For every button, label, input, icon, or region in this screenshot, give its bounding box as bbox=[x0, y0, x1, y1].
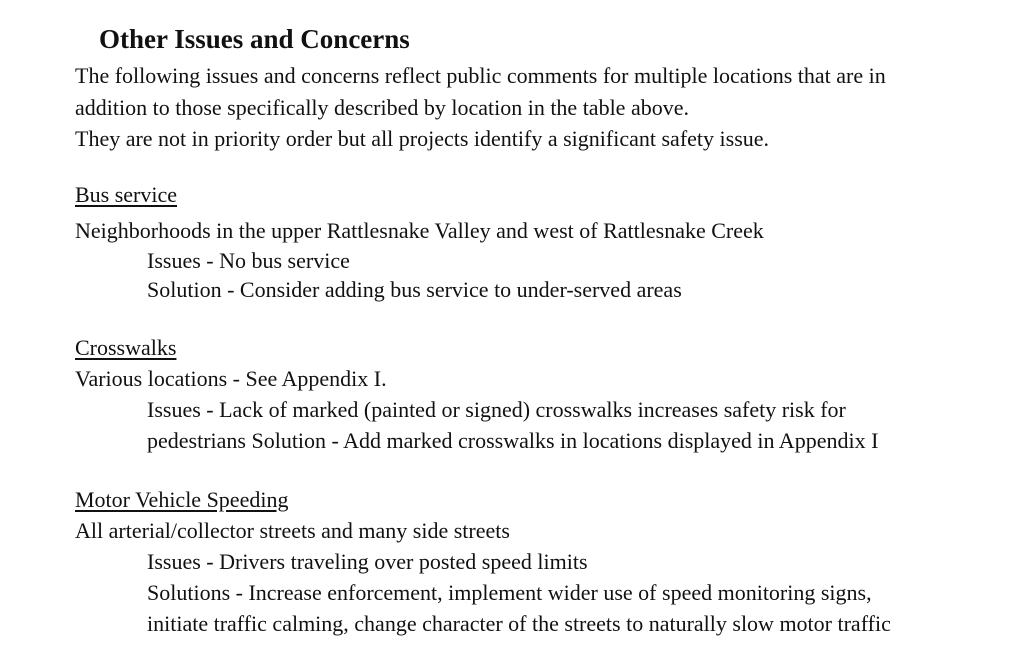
speeding-issues-line: Issues - Drivers traveling over posted speed limits bbox=[147, 549, 588, 574]
bus-issues-line: Issues - No bus service bbox=[147, 248, 350, 273]
section-location-bus-service: Neighborhoods in the upper Rattlesnake Valley and west of Rattlesnake Creek bbox=[75, 218, 764, 243]
section-location-crosswalks: Various locations - See Appendix I. bbox=[75, 366, 387, 391]
section-title-motor-vehicle-speeding: Motor Vehicle Speeding bbox=[75, 487, 289, 512]
crosswalks-detail-line-1: Issues - Lack of marked (painted or signed) crosswalks increases safety risk for bbox=[147, 397, 846, 422]
intro-line-2: addition to those specifically described by location in the table above. bbox=[75, 94, 689, 120]
speeding-solutions-line-1: Solutions - Increase enforcement, implement wider use of speed monitoring signs, bbox=[147, 580, 872, 605]
bus-solution-line: Solution - Consider adding bus service to under-served areas bbox=[147, 277, 682, 302]
crosswalks-detail-line-2: pedestrians Solution - Add marked crosswalks in locations displayed in Appendix I bbox=[147, 428, 879, 453]
section-motor-vehicle-speeding bbox=[75, 484, 975, 639]
section-title-crosswalks: Crosswalks bbox=[75, 335, 177, 360]
intro-line-3: They are not in priority order but all projects identify a significant safety issue. bbox=[75, 126, 770, 151]
section-title-bus-service: Bus service bbox=[75, 182, 178, 207]
speeding-solutions-line-2: initiate traffic calming, change character of the streets to naturally slow motor traffic bbox=[147, 611, 891, 636]
section-crosswalks bbox=[75, 332, 975, 456]
section-bus-service bbox=[75, 179, 975, 304]
intro-line-1: The following issues and concerns reflect public comments for multiple locations that are in bbox=[75, 63, 886, 88]
intro-paragraph bbox=[75, 60, 975, 155]
page-heading: Other Issues and Concerns bbox=[99, 24, 410, 54]
section-location-motor-vehicle-speeding: All arterial/collector streets and many side streets bbox=[75, 518, 510, 543]
